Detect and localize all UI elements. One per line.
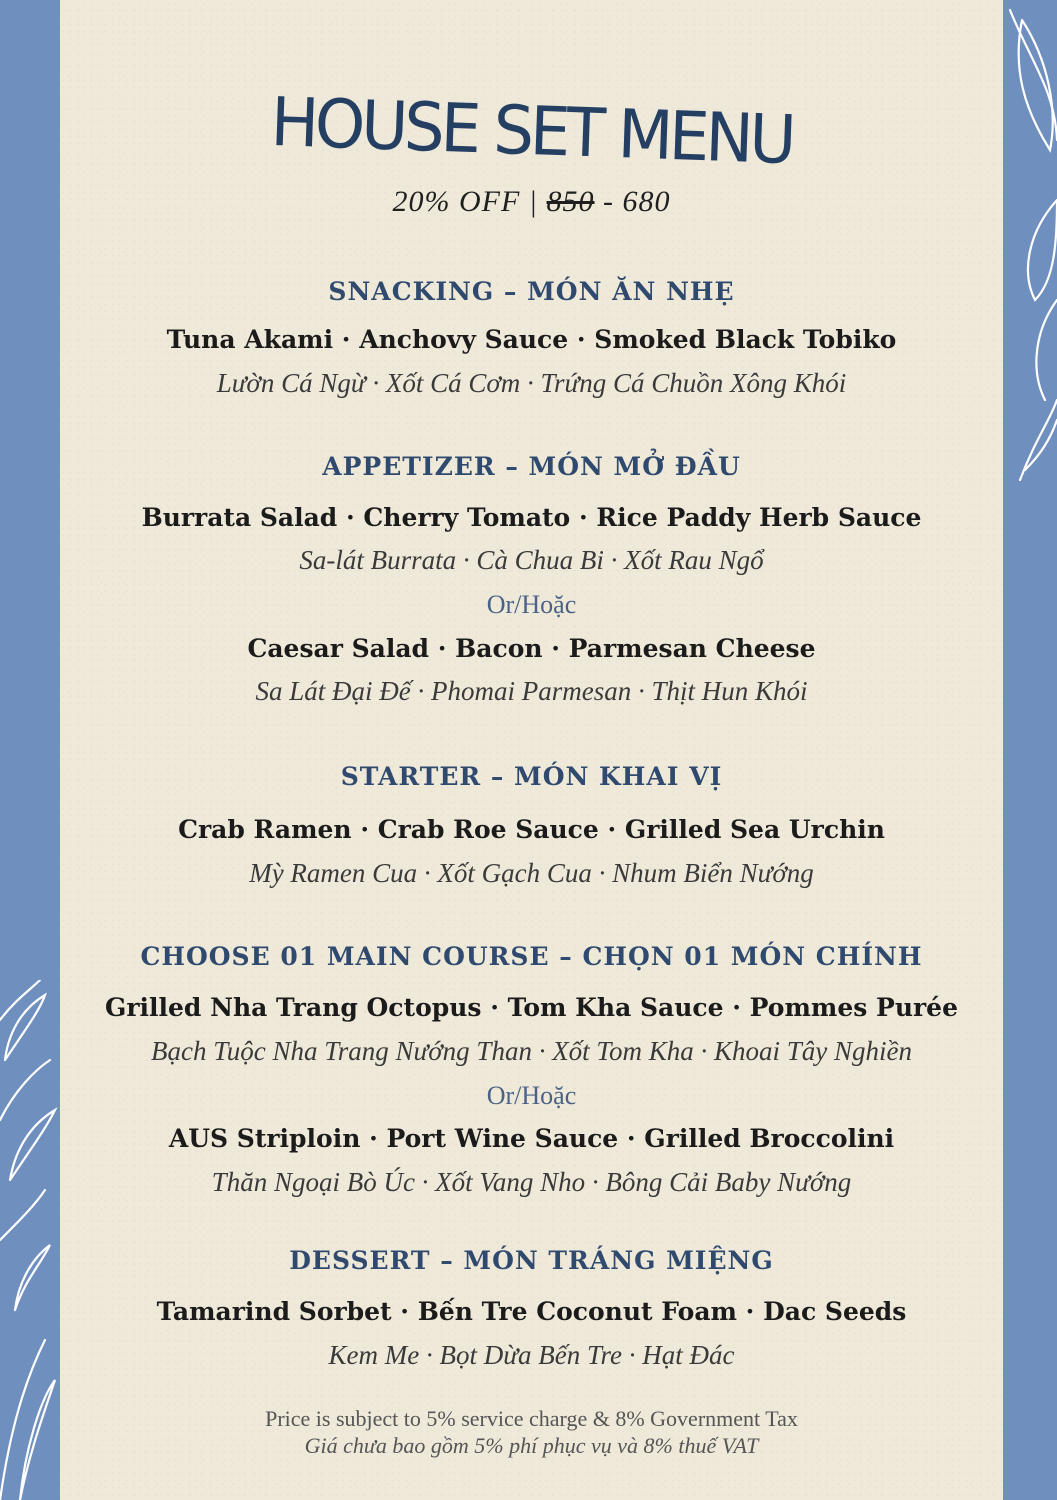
discount-label: 20% OFF |: [392, 185, 547, 218]
section-title-dessert: DESSERT – MÓN TRÁNG MIỆNG: [289, 1246, 774, 1275]
dish-name-vi: Kem Me · Bọt Dừa Bến Tre · Hạt Đác: [328, 1340, 735, 1370]
dish-name-en: AUS Striploin · Port Wine Sauce · Grilled Broccolini: [168, 1124, 895, 1153]
section-title-snacking: SNACKING – MÓN ĂN NHẸ: [328, 277, 735, 306]
dish-name-en: Burrata Salad · Cherry Tomato · Rice Paddy Herb Sauce: [141, 503, 922, 532]
or-separator: Or/Hoặc: [486, 590, 577, 619]
dish-name-vi: Mỳ Ramen Cua · Xốt Gạch Cua · Nhum Biển Nướng: [249, 858, 814, 888]
left-blue-border: [0, 0, 60, 1500]
dish-name-vi: Sa Lát Đại Đế · Phomai Parmesan · Thịt Hun Khói: [255, 676, 808, 706]
new-price: - 680: [594, 185, 671, 218]
dish-name-en: Caesar Salad · Bacon · Parmesan Cheese: [247, 634, 816, 663]
section-title-starter: STARTER – MÓN KHAI VỊ: [340, 762, 723, 791]
section-title-appetizer: APPETIZER – MÓN MỞ ĐẦU: [322, 452, 741, 481]
tax-note-en: Price is subject to 5% service charge & 8% Government Tax: [265, 1406, 798, 1431]
section-title-main-course: CHOOSE 01 MAIN COURSE – CHỌN 01 MÓN CHÍNH: [140, 942, 923, 971]
menu-title: HOUSE SET MENU: [269, 84, 794, 180]
dish-name-vi: Thăn Ngoại Bò Úc · Xốt Vang Nho · Bông Cải Baby Nướng: [211, 1167, 852, 1197]
dish-name-vi: Bạch Tuộc Nha Trang Nướng Than · Xốt Tom Kha · Khoai Tây Nghiền: [151, 1036, 912, 1066]
dish-name-en: Tuna Akami · Anchovy Sauce · Smoked Black Tobiko: [166, 325, 897, 354]
tax-note-vi: Giá chưa bao gồm 5% phí phục vụ và 8% thuế VAT: [304, 1433, 759, 1458]
dish-name-vi: Lườn Cá Ngừ · Xốt Cá Cơm · Trứng Cá Chuồn Xông Khói: [216, 368, 847, 398]
old-price: 850: [546, 185, 595, 218]
dish-name-en: Crab Ramen · Crab Roe Sauce · Grilled Sea Urchin: [178, 815, 885, 844]
menu-paper: [60, 0, 1003, 1500]
right-blue-border: [1003, 0, 1057, 1500]
or-separator: Or/Hoặc: [486, 1081, 577, 1110]
dish-name-en: Grilled Nha Trang Octopus · Tom Kha Sauce · Pommes Purée: [104, 993, 958, 1022]
dish-name-en: Tamarind Sorbet · Bến Tre Coconut Foam · Dac Seeds: [156, 1297, 907, 1326]
price-line: [60, 185, 1003, 219]
dish-name-vi: Sa-lát Burrata · Cà Chua Bi · Xốt Rau Ngổ: [299, 545, 764, 575]
